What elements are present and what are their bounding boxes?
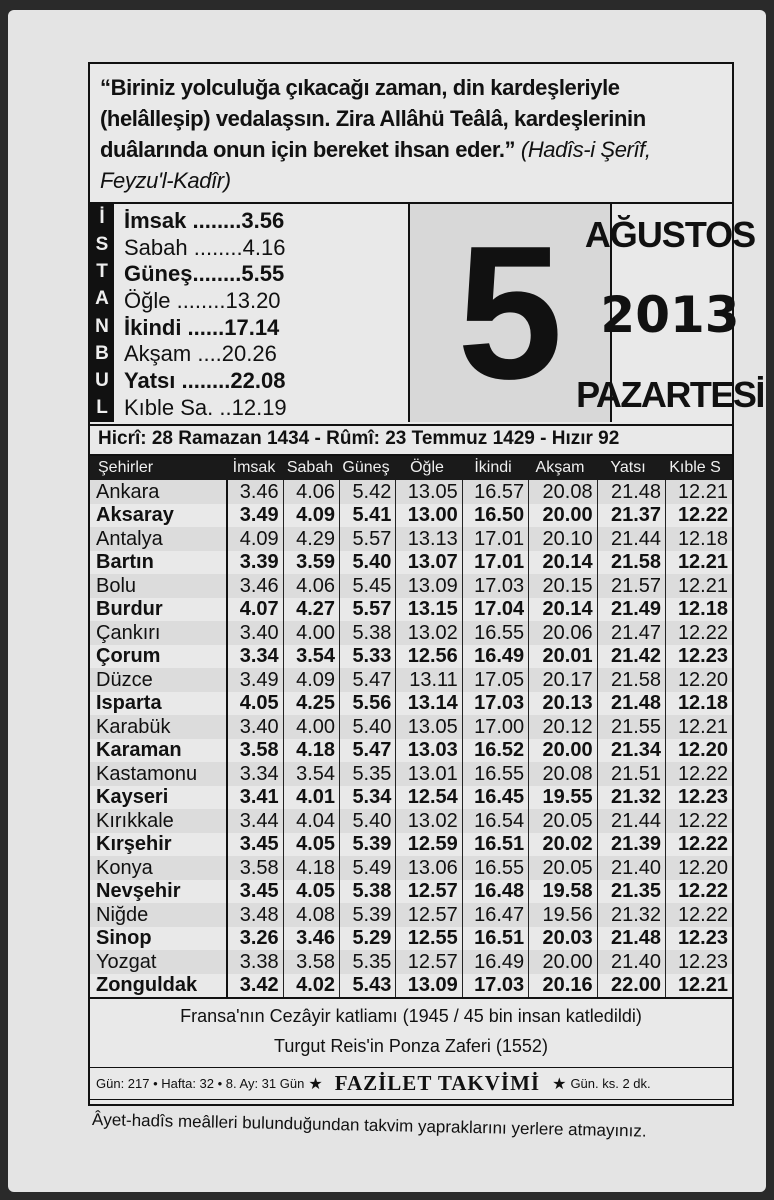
table-row (90, 715, 732, 739)
time-cell: 16.45 (462, 786, 528, 810)
time-cell: 17.03 (462, 692, 528, 716)
time-cell: 12.22 (677, 504, 728, 527)
brand-name: FAZİLET TAKVİMİ (334, 1071, 541, 1095)
time-cell: 21.44 (597, 809, 665, 833)
event-line: Fransa'nın Cezâyir katliamı (1945 / 45 bin insan katledildi) (180, 1006, 642, 1026)
city-name: Kırıkkale (90, 809, 227, 833)
time-cell: 4.00 (283, 715, 339, 739)
time-cell: 3.58 (227, 856, 283, 880)
time-cell: 19.55 (529, 786, 597, 810)
city-name: Isparta (90, 692, 227, 716)
column-header: Güneş (342, 459, 390, 476)
time-cell: 3.49 (227, 504, 283, 528)
time-cell: 12.22 (677, 880, 728, 903)
prayer-time-row: İkindi ......17.14 (124, 314, 280, 340)
city-name: Kayseri (90, 786, 227, 810)
city-letter: U (95, 370, 109, 392)
time-cell: 21.55 (597, 715, 665, 739)
time-cell: 3.44 (227, 809, 283, 833)
time-cell: 13.15 (396, 598, 462, 622)
city-name: Aksaray (90, 504, 227, 528)
time-cell: 21.42 (597, 645, 665, 669)
column-header: Öğle (410, 459, 444, 476)
time-cell: 12.59 (396, 833, 462, 857)
time-cell: 4.09 (283, 504, 339, 528)
city-name: Çankırı (90, 621, 227, 645)
time-cell: 5.39 (340, 903, 396, 927)
prayer-time-row: İmsak ........3.56 (124, 208, 285, 233)
time-cell: 21.40 (597, 856, 665, 880)
table-row (90, 880, 732, 904)
time-cell: 12.57 (396, 903, 462, 927)
city-name: Kastamonu (90, 762, 227, 786)
time-cell: 13.09 (396, 974, 462, 998)
time-cell: 12.23 (677, 927, 728, 950)
time-cell: 12.56 (396, 645, 462, 669)
time-cell: 3.40 (227, 621, 283, 645)
time-cell: 12.21 (677, 974, 728, 997)
time-cell: 5.57 (340, 598, 396, 622)
time-cell: 13.14 (396, 692, 462, 716)
time-cell: 16.49 (462, 645, 528, 669)
table-row (90, 504, 732, 528)
month-name: AĞUSTOS (584, 214, 756, 255)
time-cell: 4.05 (227, 692, 283, 716)
time-cell: 4.00 (283, 621, 339, 645)
time-cell: 13.05 (396, 715, 462, 739)
time-cell: 5.43 (340, 974, 396, 998)
time-cell: 20.00 (529, 950, 597, 974)
table-row (90, 762, 732, 786)
weekday: PAZARTESİ (576, 374, 764, 415)
time-cell: 4.25 (283, 692, 339, 716)
time-cell: 20.00 (529, 739, 597, 763)
time-cell: 5.35 (340, 762, 396, 786)
time-cell: 20.17 (529, 668, 597, 692)
city-name: Konya (90, 856, 227, 880)
time-cell: 16.51 (462, 833, 528, 857)
time-cell: 12.22 (666, 809, 732, 833)
time-cell: 3.46 (227, 480, 283, 504)
table-row (90, 739, 732, 763)
disposal-warning: Âyet-hadîs meâlleri bulunduğundan takvim yapraklarını yerlere atmayınız. (91, 1110, 647, 1141)
time-cell: 16.57 (462, 480, 528, 504)
time-cell: 3.54 (283, 645, 339, 669)
time-cell: 3.58 (227, 739, 283, 763)
time-cell: 21.51 (597, 762, 665, 786)
table-row (90, 856, 732, 880)
time-cell: 5.33 (340, 645, 396, 669)
table-row (90, 903, 732, 927)
column-header: İkindi (474, 459, 512, 476)
time-cell: 3.46 (227, 574, 283, 598)
time-cell: 13.05 (396, 480, 462, 504)
time-cell: 12.20 (677, 739, 728, 762)
time-cell: 5.39 (340, 833, 396, 857)
time-cell: 21.57 (597, 574, 665, 598)
table-row (90, 480, 732, 504)
city-name: Karabük (90, 715, 227, 739)
time-cell: 3.58 (283, 950, 339, 974)
time-cell: 3.39 (227, 551, 283, 575)
time-cell: 5.49 (340, 856, 396, 880)
time-cell: 22.00 (597, 974, 665, 998)
time-cell: 13.01 (396, 762, 462, 786)
time-cell: 4.27 (283, 598, 339, 622)
time-cell: 20.16 (529, 974, 597, 998)
time-cell: 21.39 (597, 833, 665, 857)
prayer-time-row: Sabah ........4.16 (124, 234, 286, 260)
time-cell: 12.20 (666, 668, 732, 692)
time-cell: 16.50 (462, 504, 528, 528)
star-icon: ★ (308, 1075, 323, 1093)
prayer-time-row: Kıble Sa. ..12.19 (124, 394, 287, 420)
star-icon: ★ (552, 1075, 567, 1093)
time-cell: 3.34 (227, 645, 283, 669)
time-cell: 16.49 (462, 950, 528, 974)
calendar-page (8, 10, 766, 1192)
time-cell: 20.03 (529, 927, 597, 951)
time-cell: 20.05 (529, 809, 597, 833)
day-length-change: Gün. ks. 2 dk. (570, 1076, 651, 1091)
time-cell: 4.08 (283, 903, 339, 927)
time-cell: 16.55 (462, 621, 528, 645)
time-cell: 21.48 (597, 927, 665, 951)
city-name: Sinop (90, 927, 227, 951)
table-header (90, 456, 732, 480)
time-cell: 3.34 (227, 762, 283, 786)
time-cell: 12.23 (666, 950, 732, 974)
time-cell: 20.06 (529, 621, 597, 645)
city-name: Niğde (90, 903, 227, 927)
table-row (90, 809, 732, 833)
footer-line (90, 1067, 732, 1100)
city-name: Düzce (90, 668, 227, 692)
time-cell: 21.34 (597, 739, 665, 763)
time-cell: 17.04 (462, 598, 528, 622)
time-cell: 20.14 (529, 598, 597, 622)
city-letter: B (95, 342, 109, 364)
time-cell: 17.00 (462, 715, 528, 739)
time-cell: 12.20 (666, 856, 732, 880)
time-cell: 21.58 (597, 551, 665, 575)
time-cell: 4.05 (283, 880, 339, 904)
table-row (90, 974, 732, 998)
time-cell: 16.47 (462, 903, 528, 927)
time-cell: 20.10 (529, 527, 597, 551)
time-cell: 12.57 (396, 950, 462, 974)
time-cell: 16.55 (462, 856, 528, 880)
year: 2013 (600, 286, 740, 344)
time-cell: 5.34 (340, 786, 396, 810)
city-name: Karaman (90, 739, 227, 763)
time-cell: 3.54 (283, 762, 339, 786)
city-name: Bartın (90, 551, 227, 575)
bottom-section (90, 997, 732, 1104)
city-letter: N (95, 315, 109, 337)
hijri-rumi-date: Hicrî: 28 Ramazan 1434 - Rûmî: 23 Temmuz 1429 - Hızır 92 (90, 426, 732, 456)
time-cell: 12.22 (677, 833, 728, 856)
time-cell: 13.07 (396, 551, 462, 575)
time-cell: 5.47 (340, 739, 396, 763)
time-cell: 13.06 (396, 856, 462, 880)
table-row (90, 833, 732, 857)
time-cell: 20.14 (529, 551, 597, 575)
time-cell: 12.23 (677, 645, 728, 668)
time-cell: 20.08 (529, 762, 597, 786)
time-cell: 3.40 (227, 715, 283, 739)
time-cell: 12.22 (666, 621, 732, 645)
time-cell: 19.56 (529, 903, 597, 927)
calendar-frame (88, 62, 764, 1106)
time-cell: 4.09 (227, 527, 283, 551)
city-name-vertical (90, 204, 114, 422)
time-cell: 4.02 (283, 974, 339, 998)
time-cell: 21.37 (597, 504, 665, 528)
time-cell: 13.13 (396, 527, 462, 551)
time-cell: 13.02 (396, 809, 462, 833)
time-cell: 5.45 (340, 574, 396, 598)
time-cell: 4.06 (283, 574, 339, 598)
time-cell: 12.22 (666, 762, 732, 786)
time-cell: 21.58 (597, 668, 665, 692)
table-row (90, 551, 732, 575)
table-row (90, 527, 732, 551)
time-cell: 21.48 (597, 480, 665, 504)
time-cell: 4.05 (283, 833, 339, 857)
time-cell: 12.57 (396, 880, 462, 904)
event-line: Turgut Reis'in Ponza Zaferi (1552) (274, 1036, 548, 1056)
quote-text: “Biriniz yolculuğa çıkacağı zaman, din kardeşleriyle (helâlleşip) vedalaşsın. Zira Allâhü Teâlâ, kardeşlerinin duâlarında onun için bereket ihsan eder.” (100, 75, 646, 162)
time-cell: 16.55 (462, 762, 528, 786)
time-cell: 16.52 (462, 739, 528, 763)
time-cell: 5.57 (340, 527, 396, 551)
time-cell: 17.01 (462, 527, 528, 551)
time-cell: 3.42 (227, 974, 283, 998)
time-cell: 13.00 (396, 504, 462, 528)
time-cell: 21.44 (597, 527, 665, 551)
time-cell: 16.54 (462, 809, 528, 833)
time-cell: 4.07 (227, 598, 283, 622)
prayer-time-row: Güneş........5.55 (124, 261, 285, 287)
time-cell: 12.21 (666, 574, 732, 598)
time-cell: 20.13 (529, 692, 597, 716)
time-cell: 3.38 (227, 950, 283, 974)
quote-source: (Hadîs-i Şerîf, Feyzu'l-Kadîr) (100, 137, 651, 193)
table-row (90, 668, 732, 692)
time-cell: 17.01 (462, 551, 528, 575)
time-cell: 20.01 (529, 645, 597, 669)
time-cell: 3.46 (283, 927, 339, 951)
city-name: Çorum (90, 645, 227, 669)
day-week-info: Gün: 217 • Hafta: 32 • 8. Ay: 31 Gün (96, 1076, 305, 1091)
time-cell: 5.47 (340, 668, 396, 692)
time-cell: 12.55 (396, 927, 462, 951)
time-cell: 4.01 (283, 786, 339, 810)
time-cell: 4.04 (283, 809, 339, 833)
time-cell: 17.03 (462, 974, 528, 998)
time-cell: 21.47 (597, 621, 665, 645)
city-name: Nevşehir (90, 880, 227, 904)
time-cell: 17.05 (462, 668, 528, 692)
time-cell: 12.18 (666, 527, 732, 551)
time-cell: 13.11 (396, 668, 462, 692)
time-cell: 20.15 (529, 574, 597, 598)
city-name: Kırşehir (90, 833, 227, 857)
time-cell: 3.41 (227, 786, 283, 810)
time-cell: 3.59 (283, 551, 339, 575)
time-cell: 21.32 (597, 903, 665, 927)
prayer-time-row: Akşam ....20.26 (124, 341, 277, 367)
istanbul-prayer-times (124, 208, 404, 422)
time-cell: 12.21 (677, 551, 728, 574)
time-cell: 5.29 (340, 927, 396, 951)
time-cell: 5.35 (340, 950, 396, 974)
time-cell: 20.00 (529, 504, 597, 528)
column-header: Kıble S (669, 459, 721, 476)
time-cell: 21.49 (597, 598, 665, 622)
city-times-table (90, 480, 732, 997)
time-cell: 3.48 (227, 903, 283, 927)
column-header: İmsak (232, 459, 276, 476)
time-cell: 3.49 (227, 668, 283, 692)
city-name: Yozgat (90, 950, 227, 974)
prayer-time-row: Yatsı ........22.08 (124, 368, 286, 394)
time-cell: 12.18 (677, 598, 728, 621)
city-name: Zonguldak (90, 974, 227, 998)
table-row (90, 598, 732, 622)
time-cell: 20.08 (529, 480, 597, 504)
time-cell: 4.09 (283, 668, 339, 692)
time-cell: 21.35 (597, 880, 665, 904)
time-cell: 12.18 (677, 692, 728, 715)
time-cell: 5.40 (340, 809, 396, 833)
prayer-time-row: Öğle ........13.20 (124, 288, 281, 314)
city-letter: S (95, 233, 109, 255)
city-name: Bolu (90, 574, 227, 598)
table-row (90, 621, 732, 645)
time-cell: 17.03 (462, 574, 528, 598)
time-cell: 20.05 (529, 856, 597, 880)
time-cell: 5.40 (340, 715, 396, 739)
time-cell: 4.18 (283, 856, 339, 880)
city-letter: T (96, 261, 108, 283)
time-cell: 3.26 (227, 927, 283, 951)
time-cell: 4.06 (283, 480, 339, 504)
time-cell: 4.18 (283, 739, 339, 763)
city-letter: L (96, 397, 108, 419)
table-row (90, 786, 732, 810)
time-cell: 12.23 (677, 786, 728, 809)
city-letter: A (95, 288, 109, 310)
table-row (90, 574, 732, 598)
day-number: 5 (408, 204, 612, 422)
time-cell: 5.56 (340, 692, 396, 716)
column-header: Yatsı (610, 459, 646, 476)
table-row (90, 692, 732, 716)
time-cell: 12.21 (666, 480, 732, 504)
city-name: Burdur (90, 598, 227, 622)
time-cell: 12.54 (396, 786, 462, 810)
time-cell: 16.51 (462, 927, 528, 951)
time-cell: 21.32 (597, 786, 665, 810)
time-cell: 5.38 (340, 880, 396, 904)
time-cell: 13.09 (396, 574, 462, 598)
table-row (90, 927, 732, 951)
column-header: Şehirler (98, 459, 154, 476)
city-name: Antalya (90, 527, 227, 551)
time-cell: 21.48 (597, 692, 665, 716)
time-cell: 12.22 (666, 903, 732, 927)
time-cell: 21.40 (597, 950, 665, 974)
city-letter: İ (99, 206, 105, 228)
city-name: Ankara (90, 480, 227, 504)
time-cell: 3.45 (227, 880, 283, 904)
time-cell: 5.42 (340, 480, 396, 504)
time-cell: 20.02 (529, 833, 597, 857)
historical-events (90, 1001, 732, 1061)
column-header: Sabah (286, 459, 334, 476)
date-block (576, 204, 764, 422)
time-cell: 20.12 (529, 715, 597, 739)
time-cell: 5.38 (340, 621, 396, 645)
day-header (90, 204, 764, 426)
time-cell: 3.45 (227, 833, 283, 857)
table-row (90, 950, 732, 974)
time-cell: 16.48 (462, 880, 528, 904)
time-cell: 4.29 (283, 527, 339, 551)
time-cell: 12.21 (666, 715, 732, 739)
time-cell: 5.41 (340, 504, 396, 528)
table-row (90, 645, 732, 669)
time-cell: 13.03 (396, 739, 462, 763)
time-cell: 13.02 (396, 621, 462, 645)
hadith-quote (90, 64, 732, 204)
time-cell: 5.40 (340, 551, 396, 575)
column-header: Akşam (535, 459, 585, 476)
time-cell: 19.58 (529, 880, 597, 904)
